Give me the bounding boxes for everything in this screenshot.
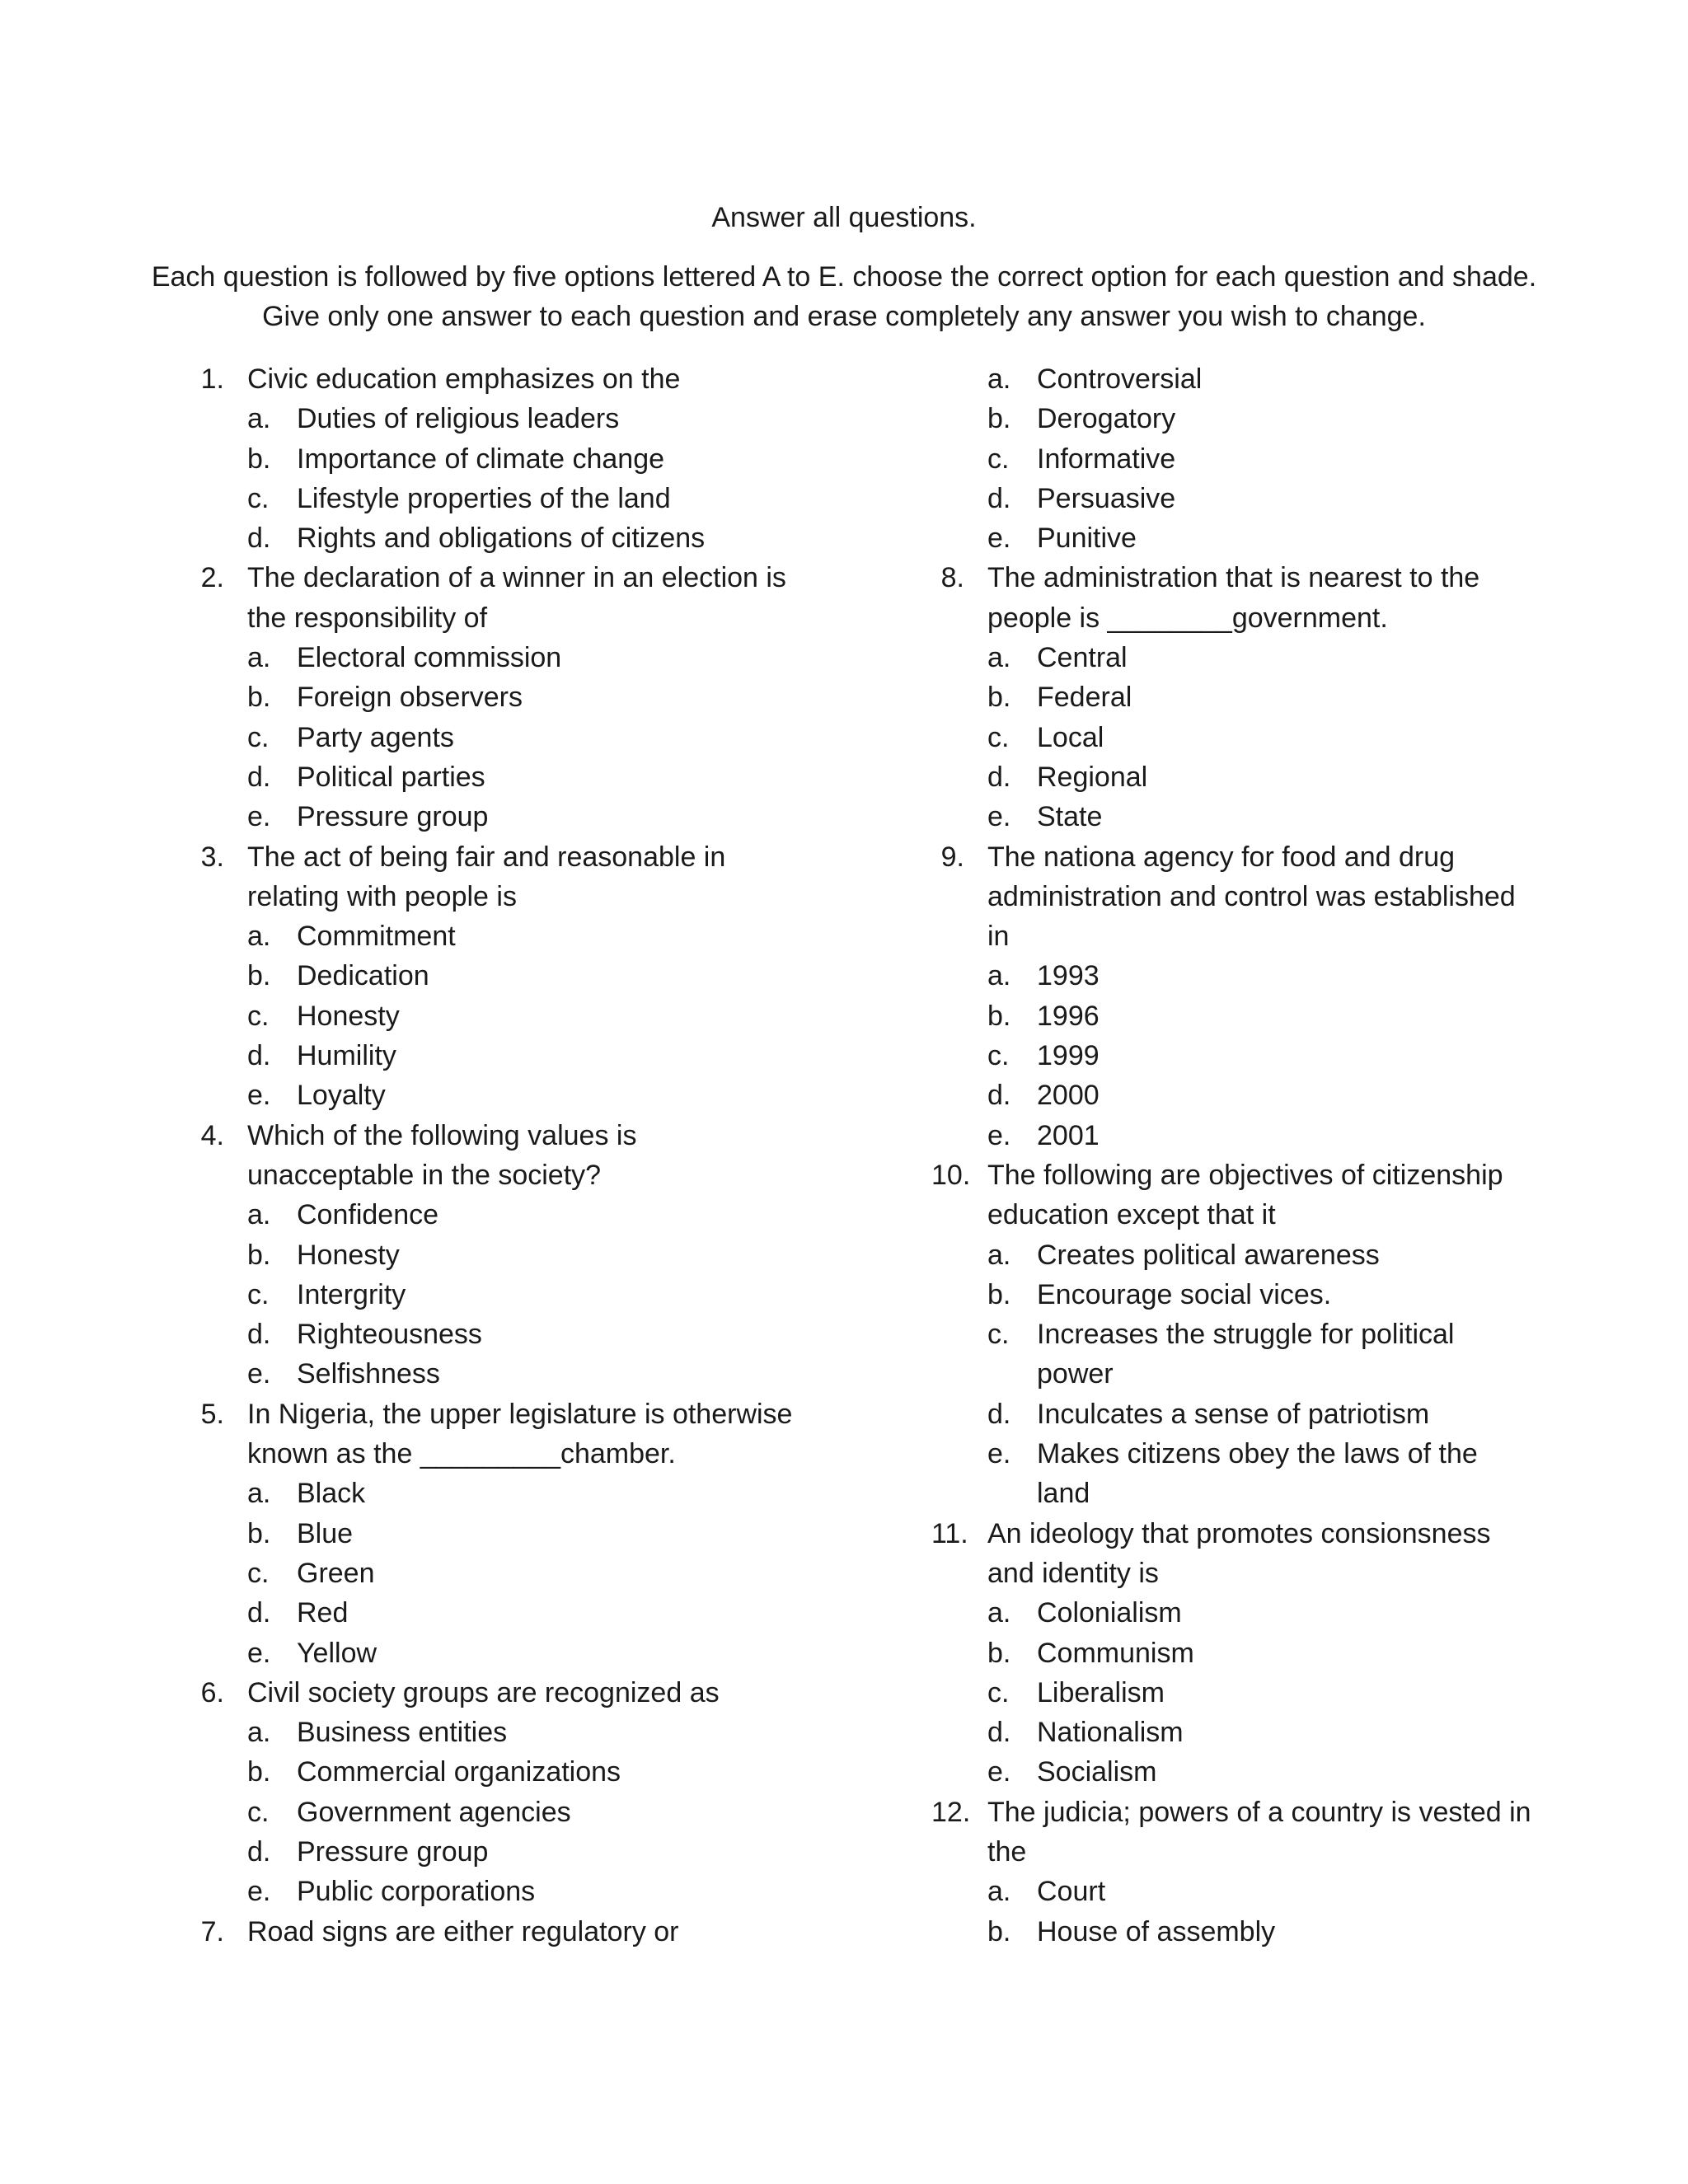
option-text: Loyalty <box>297 1080 386 1112</box>
option-text: Regional <box>1037 761 1148 793</box>
option-letter: e. <box>987 1756 1011 1788</box>
question-text: The declaration of a winner in an election is <box>247 562 786 594</box>
option-line[interactable] <box>191 1752 818 1792</box>
question-number: 9. <box>940 841 964 873</box>
option-text: Business entities <box>297 1717 508 1749</box>
option-line[interactable] <box>191 1195 818 1235</box>
question-line <box>191 1673 818 1713</box>
option-line[interactable] <box>931 359 1558 399</box>
option-line[interactable] <box>191 1514 818 1554</box>
question-continuation-line <box>931 1195 1558 1235</box>
option-line[interactable] <box>931 1912 1558 1952</box>
question-text: Civil society groups are recognized as <box>247 1676 720 1708</box>
option-line[interactable] <box>931 797 1558 837</box>
question-text: known as the _________chamber. <box>247 1438 676 1470</box>
option-letter: e. <box>987 1438 1011 1470</box>
option-text: Commercial organizations <box>297 1756 621 1788</box>
option-line[interactable] <box>931 1752 1558 1792</box>
option-letter: c. <box>247 1278 270 1310</box>
option-letter: c. <box>247 1796 270 1828</box>
option-line[interactable] <box>931 718 1558 757</box>
instructions <box>132 257 1556 336</box>
option-line[interactable] <box>191 1872 818 1911</box>
option-text: Government agencies <box>297 1796 571 1828</box>
question-text: the <box>987 1835 1027 1868</box>
question-text: Road signs are either regulatory or <box>247 1915 679 1947</box>
option-line[interactable] <box>931 1315 1558 1354</box>
option-line[interactable] <box>931 1633 1558 1673</box>
option-letter: b. <box>247 960 271 992</box>
option-text: land <box>1037 1478 1090 1510</box>
option-text: Confidence <box>297 1199 439 1231</box>
question-text: The administration that is nearest to the <box>987 562 1480 594</box>
option-text: Informative <box>1037 443 1176 475</box>
question-text: Civic education emphasizes on the <box>247 363 681 395</box>
option-letter: c. <box>247 482 270 514</box>
option-letter: a. <box>987 960 1011 992</box>
question-number: 1. <box>200 363 224 395</box>
option-letter: c. <box>987 1319 1010 1351</box>
option-letter: b. <box>987 1637 1011 1669</box>
option-text: Inculcates a sense of patriotism <box>1037 1398 1430 1430</box>
option-text: Federal <box>1037 682 1132 714</box>
option-text: Rights and obligations of citizens <box>297 523 706 555</box>
option-text: Humility <box>297 1040 396 1072</box>
instruction-line-2: Give only one answer to each question and erase completely any answer you wish to change. <box>262 301 1426 332</box>
option-letter: b. <box>247 1756 271 1788</box>
option-text: Nationalism <box>1037 1717 1184 1749</box>
option-line[interactable] <box>191 916 818 956</box>
question-number: 4. <box>200 1119 224 1151</box>
option-text: Commitment <box>297 921 456 953</box>
option-letter: b. <box>247 1517 271 1549</box>
option-letter: b. <box>987 403 1011 435</box>
option-text: Central <box>1037 642 1128 674</box>
option-text: Punitive <box>1037 523 1137 555</box>
option-letter: c. <box>987 443 1010 475</box>
option-text: Local <box>1037 721 1104 753</box>
question-line <box>931 1155 1558 1195</box>
option-text: 2000 <box>1037 1080 1100 1112</box>
option-letter: c. <box>247 1557 270 1589</box>
question-text: Which of the following values is <box>247 1119 637 1151</box>
option-line[interactable] <box>931 1394 1558 1434</box>
question-line <box>931 1793 1558 1832</box>
question-text: The judicia; powers of a country is vested in <box>987 1796 1531 1828</box>
option-letter: d. <box>987 1398 1011 1430</box>
question-continuation-line <box>931 1554 1558 1593</box>
option-text: House of assembly <box>1037 1915 1276 1947</box>
option-line[interactable] <box>931 1713 1558 1752</box>
option-line[interactable] <box>191 956 818 996</box>
option-letter: a. <box>247 642 271 674</box>
option-letter: c. <box>247 721 270 753</box>
option-text: Political parties <box>297 761 485 793</box>
option-letter: e. <box>247 801 271 833</box>
option-line[interactable] <box>931 638 1558 677</box>
option-line[interactable] <box>191 1354 818 1394</box>
option-text: Green <box>297 1557 375 1589</box>
option-line[interactable] <box>191 1713 818 1752</box>
question-continuation-line <box>931 916 1558 956</box>
option-text: 2001 <box>1037 1119 1100 1151</box>
option-letter: d. <box>247 1835 271 1868</box>
option-letter: d. <box>247 761 271 793</box>
option-line[interactable] <box>191 1076 818 1115</box>
option-letter: e. <box>247 1080 271 1112</box>
question-text: unacceptable in the society? <box>247 1159 602 1191</box>
option-letter: a. <box>987 1876 1011 1908</box>
option-text: Socialism <box>1037 1756 1157 1788</box>
question-continuation-line <box>931 598 1558 638</box>
option-text: power <box>1037 1358 1114 1390</box>
option-line[interactable] <box>931 996 1558 1036</box>
option-text: Honesty <box>297 1000 400 1032</box>
question-continuation-line <box>191 877 818 916</box>
option-text: Selfishness <box>297 1358 440 1390</box>
page-title: Answer all questions. <box>711 202 977 233</box>
option-letter: a. <box>987 1597 1011 1629</box>
option-line[interactable] <box>191 677 818 717</box>
option-text: Foreign observers <box>297 682 523 714</box>
option-line[interactable] <box>191 479 818 518</box>
option-line[interactable] <box>191 1633 818 1673</box>
question-text: In Nigeria, the upper legislature is otherwise <box>247 1398 793 1430</box>
option-line[interactable] <box>931 1593 1558 1633</box>
question-line <box>191 837 818 877</box>
option-text: Intergrity <box>297 1278 406 1310</box>
question-line <box>191 558 818 598</box>
question-text: administration and control was established <box>987 880 1516 912</box>
option-letter: d. <box>247 1319 271 1351</box>
option-letter: a. <box>247 1717 271 1749</box>
question-number: 7. <box>200 1915 224 1947</box>
option-text: State <box>1037 801 1103 833</box>
option-line[interactable] <box>931 518 1558 558</box>
instruction-line-1: Each question is followed by five options lettered A to E. choose the correct option for each question and shade. <box>151 261 1537 293</box>
option-letter: b. <box>987 1000 1011 1032</box>
option-line[interactable] <box>931 757 1558 797</box>
question-text: relating with people is <box>247 880 517 912</box>
option-line[interactable] <box>191 1315 818 1354</box>
question-continuation-line <box>931 1832 1558 1872</box>
question-number: 6. <box>200 1676 224 1708</box>
question-line <box>931 1514 1558 1554</box>
option-line[interactable] <box>191 1275 818 1315</box>
option-letter: c. <box>987 721 1010 753</box>
option-letter: e. <box>987 801 1011 833</box>
option-letter: a. <box>247 403 271 435</box>
option-text: Blue <box>297 1517 354 1549</box>
option-letter: b. <box>247 682 271 714</box>
option-text: Encourage social vices. <box>1037 1278 1332 1310</box>
option-letter: d. <box>987 1717 1011 1749</box>
option-letter: a. <box>247 921 271 953</box>
question-text: An ideology that promotes consionsness <box>987 1517 1491 1549</box>
option-line[interactable] <box>191 1036 818 1076</box>
option-letter: c. <box>987 1040 1010 1072</box>
option-letter: d. <box>247 523 271 555</box>
option-line[interactable] <box>191 1235 818 1275</box>
question-line <box>191 1394 818 1434</box>
option-text: Communism <box>1037 1637 1194 1669</box>
option-text: 1999 <box>1037 1040 1100 1072</box>
option-line[interactable] <box>191 518 818 558</box>
option-letter: a. <box>987 1239 1011 1271</box>
question-text: The act of being fair and reasonable in <box>247 841 726 873</box>
option-line[interactable] <box>931 677 1558 717</box>
option-letter: e. <box>987 523 1011 555</box>
option-line[interactable] <box>191 439 818 479</box>
option-text: 1993 <box>1037 960 1100 992</box>
option-text: Persuasive <box>1037 482 1176 514</box>
option-text: Yellow <box>297 1637 377 1669</box>
option-text: Public corporations <box>297 1876 536 1908</box>
option-line[interactable] <box>191 996 818 1036</box>
question-number: 12. <box>931 1796 971 1828</box>
option-letter: a. <box>987 363 1011 395</box>
option-text: Black <box>297 1478 366 1510</box>
question-text: in <box>987 921 1010 953</box>
question-column-right <box>931 359 1558 1952</box>
option-text: Dedication <box>297 960 429 992</box>
option-text: Pressure group <box>297 1835 489 1868</box>
question-text: education except that it <box>987 1199 1276 1231</box>
option-continuation-line[interactable] <box>931 1354 1558 1394</box>
option-letter: a. <box>247 1199 271 1231</box>
option-letter: d. <box>987 482 1011 514</box>
question-continuation-line <box>191 598 818 638</box>
option-line[interactable] <box>191 399 818 438</box>
question-number: 8. <box>940 562 964 594</box>
option-text: Colonialism <box>1037 1597 1182 1629</box>
option-line[interactable] <box>191 1793 818 1832</box>
option-line[interactable] <box>931 439 1558 479</box>
option-letter: c. <box>987 1676 1010 1708</box>
question-text: people is ________government. <box>987 602 1388 634</box>
question-number: 2. <box>200 562 224 594</box>
option-text: Honesty <box>297 1239 400 1271</box>
option-letter: e. <box>247 1876 271 1908</box>
option-text: Duties of religious leaders <box>297 403 620 435</box>
option-line[interactable] <box>191 1474 818 1513</box>
option-line[interactable] <box>931 479 1558 518</box>
option-text: Electoral commission <box>297 642 562 674</box>
option-continuation-line[interactable] <box>931 1474 1558 1513</box>
question-number: 5. <box>200 1398 224 1430</box>
question-text: the responsibility of <box>247 602 488 634</box>
option-letter: e. <box>247 1358 271 1390</box>
option-text: Controversial <box>1037 363 1203 395</box>
question-line <box>931 558 1558 598</box>
question-line <box>191 1116 818 1155</box>
option-line[interactable] <box>931 1076 1558 1115</box>
question-line <box>931 837 1558 877</box>
option-line[interactable] <box>191 1832 818 1872</box>
question-continuation-line <box>191 1434 818 1474</box>
option-letter: c. <box>247 1000 270 1032</box>
option-text: Increases the struggle for political <box>1037 1319 1455 1351</box>
option-letter: d. <box>987 1080 1011 1112</box>
question-number: 3. <box>200 841 224 873</box>
option-line[interactable] <box>931 1116 1558 1155</box>
option-text: Court <box>1037 1876 1106 1908</box>
option-line[interactable] <box>931 1036 1558 1076</box>
option-text: Righteousness <box>297 1319 482 1351</box>
option-letter: a. <box>987 642 1011 674</box>
option-letter: b. <box>987 1915 1011 1947</box>
option-line[interactable] <box>931 1673 1558 1713</box>
option-line[interactable] <box>191 1593 818 1633</box>
option-letter: b. <box>987 682 1011 714</box>
option-letter: b. <box>247 1239 271 1271</box>
option-text: Makes citizens obey the laws of the <box>1037 1438 1478 1470</box>
option-letter: e. <box>247 1637 271 1669</box>
option-letter: d. <box>987 761 1011 793</box>
option-line[interactable] <box>931 399 1558 438</box>
option-line[interactable] <box>191 1554 818 1593</box>
option-letter: a. <box>247 1478 271 1510</box>
option-letter: d. <box>247 1597 271 1629</box>
question-number: 11. <box>931 1517 968 1549</box>
option-line[interactable] <box>931 956 1558 996</box>
option-line[interactable] <box>191 797 818 837</box>
option-text: 1996 <box>1037 1000 1100 1032</box>
option-text: Creates political awareness <box>1037 1239 1380 1271</box>
option-line[interactable] <box>191 638 818 677</box>
option-line[interactable] <box>191 757 818 797</box>
option-letter: b. <box>987 1278 1011 1310</box>
option-text: Liberalism <box>1037 1676 1165 1708</box>
question-line <box>191 359 818 399</box>
option-text: Party agents <box>297 721 454 753</box>
question-continuation-line <box>191 1155 818 1195</box>
question-text: The nationa agency for food and drug <box>987 841 1456 873</box>
option-letter: e. <box>987 1119 1011 1151</box>
question-number: 10. <box>931 1159 971 1191</box>
question-column-left <box>191 359 818 1952</box>
question-text: and identity is <box>987 1557 1159 1589</box>
option-text: Lifestyle properties of the land <box>297 482 671 514</box>
option-line[interactable] <box>191 718 818 757</box>
question-continuation-line <box>931 877 1558 916</box>
option-text: Red <box>297 1597 349 1629</box>
option-text: Derogatory <box>1037 403 1176 435</box>
option-line[interactable] <box>931 1235 1558 1275</box>
question-line <box>191 1912 818 1952</box>
option-letter: b. <box>247 443 271 475</box>
option-line[interactable] <box>931 1275 1558 1315</box>
question-text: The following are objectives of citizenship <box>987 1159 1503 1191</box>
option-line[interactable] <box>931 1872 1558 1911</box>
option-letter: d. <box>247 1040 271 1072</box>
option-line[interactable] <box>931 1434 1558 1474</box>
option-text: Pressure group <box>297 801 489 833</box>
option-text: Importance of climate change <box>297 443 665 475</box>
